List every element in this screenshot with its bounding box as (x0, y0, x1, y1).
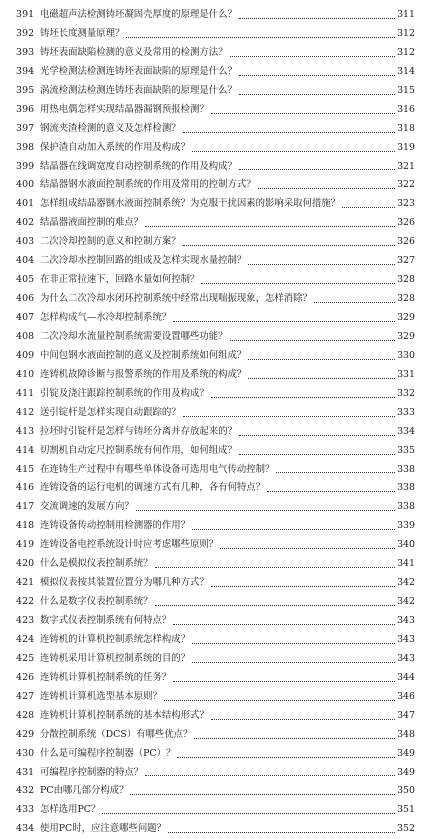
toc-entry-page-number: 350 (397, 785, 415, 797)
toc-entry-page-number: 333 (397, 406, 415, 418)
toc-entry-number: 411 (16, 387, 35, 399)
toc-entry-title: 连铸机采用计算机控制系统的目的？ (40, 652, 191, 664)
toc-entry-title: 分散控制系统（DCS）有哪些优点？ (40, 728, 193, 740)
toc-dot-leader (239, 94, 395, 95)
toc-entry-page-number: 340 (397, 539, 415, 551)
toc-entry-number: 420 (16, 558, 35, 570)
toc-entry-title: 中间包钢水液面控制的意义及控制系统如何组成？ (40, 349, 247, 361)
toc-entry-page-number: 314 (397, 65, 415, 77)
toc-entry[interactable] (16, 176, 415, 195)
toc-entry-page-number: 338 (397, 463, 415, 475)
toc-entry-title: 结晶器钢水液面控制系统的作用及常用的控制方式？ (40, 179, 256, 191)
toc-entry-number: 432 (16, 785, 35, 797)
toc-dot-leader (267, 491, 395, 492)
toc-entry-page-number: 326 (397, 236, 415, 248)
toc-dot-leader (239, 454, 395, 455)
toc-dot-leader (314, 302, 395, 303)
toc-entry-title: 使用PC时，应注意哪些问题？ (40, 823, 166, 835)
toc-entry[interactable] (16, 764, 415, 783)
toc-dot-leader (248, 359, 395, 360)
toc-entry-title: 铸坯表面缺陷检测的意义及常用的检测方法？ (40, 46, 228, 58)
toc-entry[interactable] (16, 25, 415, 44)
toc-entry-page-number: 346 (397, 690, 415, 702)
toc-entry-title: 电磁超声法检测铸坯凝固壳厚度的原理是什么？ (40, 9, 237, 20)
toc-entry-number: 401 (16, 198, 35, 210)
toc-entry-page-number: 349 (397, 747, 415, 759)
toc-dot-leader (155, 567, 395, 568)
toc-dot-leader (211, 586, 395, 587)
toc-entry[interactable] (16, 650, 415, 669)
toc-entry[interactable] (16, 688, 415, 707)
toc-entry-number: 413 (16, 425, 35, 437)
toc-entry-number: 425 (16, 652, 35, 664)
toc-entry-number: 428 (16, 709, 35, 721)
toc-entry-title: 连铸机计算机控制系统的任务？ (40, 671, 172, 683)
toc-entry[interactable] (16, 271, 415, 290)
toc-entry-number: 417 (16, 501, 35, 513)
toc-entry-page-number: 322 (397, 179, 415, 191)
toc-entry-number: 391 (16, 9, 35, 20)
toc-entry-page-number: 312 (397, 46, 415, 58)
toc-entry[interactable] (16, 101, 415, 120)
toc-entry-title: 保护渣自动加入系统的作用及构成？ (40, 141, 191, 153)
toc-entry-title: 连铸设备电控系统设计时应考虑哪些原则？ (40, 539, 219, 551)
toc-entry-number: 399 (16, 160, 35, 172)
toc-entry-number: 418 (16, 520, 35, 532)
toc-entry-page-number: 329 (397, 330, 415, 342)
toc-entry-page-number: 323 (397, 198, 415, 210)
toc-entry[interactable] (16, 517, 415, 536)
toc-entry-number: 433 (16, 804, 35, 816)
toc-entry-title: 在非正常拉速下，回路水量如何控制？ (40, 274, 200, 286)
toc-entry-title: 怎样构成气—水冷却控制系统？ (40, 312, 172, 323)
toc-entry-title: 送引锭杆是怎样实现自动跟踪的？ (40, 406, 181, 418)
toc-entry-page-number: 342 (397, 596, 415, 608)
toc-entry-page-number: 343 (397, 652, 415, 664)
toc-entry-page-number: 343 (397, 615, 415, 626)
toc-dot-leader (211, 719, 395, 720)
toc-entry-number: 406 (16, 293, 35, 305)
toc-entry-page-number: 332 (397, 387, 415, 399)
toc-dot-leader (126, 37, 395, 38)
toc-dot-leader (168, 832, 395, 833)
toc-entry-number: 427 (16, 690, 35, 702)
toc-entry[interactable] (16, 63, 415, 82)
toc-entry-title: 结晶器液面控制的难点？ (40, 217, 144, 229)
toc-entry[interactable] (16, 669, 415, 688)
toc-entry-page-number: 344 (397, 671, 415, 683)
toc-entry-page-number: 351 (397, 804, 415, 816)
toc-dot-leader (211, 397, 395, 398)
toc-entry-number: 423 (16, 615, 35, 626)
toc-entry-number: 398 (16, 141, 35, 153)
toc-entry-title: 铸坯长度测量原理？ (40, 27, 125, 39)
toc-entry[interactable] (16, 745, 415, 764)
toc-entry[interactable] (16, 385, 415, 404)
toc-entry-page-number: 342 (397, 577, 415, 589)
toc-entry-page-number: 329 (397, 312, 415, 323)
toc-dot-leader (211, 113, 395, 114)
toc-entry-number: 393 (16, 46, 35, 58)
toc-entry[interactable] (16, 593, 415, 612)
toc-entry-number: 407 (16, 312, 35, 323)
toc-dot-leader (220, 548, 395, 549)
toc-entry-title: 连铸设备的运行电机的调速方式有几种，各有何特点？ (40, 482, 266, 494)
toc-dot-leader (258, 188, 395, 189)
toc-entry[interactable] (16, 366, 415, 385)
toc-entry-title: 连铸机故障诊断与报警系统的作用及系统的构成？ (40, 368, 247, 380)
toc-entry[interactable] (16, 82, 415, 101)
toc-dot-leader (130, 794, 395, 795)
toc-entry[interactable] (16, 536, 415, 555)
toc-entry[interactable] (16, 820, 415, 839)
toc-entry[interactable] (16, 120, 415, 139)
toc-entry-page-number: 348 (397, 728, 415, 740)
toc-entry-number: 419 (16, 539, 35, 551)
toc-entry[interactable] (16, 726, 415, 745)
toc-entry-page-number: 326 (397, 217, 415, 229)
toc-entry-number: 396 (16, 103, 35, 115)
toc-entry-page-number: 334 (397, 425, 415, 437)
toc-dot-leader (230, 340, 395, 341)
toc-dot-leader (239, 75, 395, 76)
toc-entry-page-number: 349 (397, 766, 415, 778)
toc-entry[interactable] (16, 404, 415, 423)
toc-entry-number: 434 (16, 823, 35, 835)
toc-dot-leader (173, 624, 395, 625)
toc-entry-page-number: 312 (397, 27, 415, 39)
toc-dot-leader (239, 435, 395, 436)
toc-entry-title: PC由哪几部分构成？ (40, 785, 129, 797)
toc-entry-number: 421 (16, 577, 35, 589)
toc-entry-number: 402 (16, 217, 35, 229)
toc-dot-leader (145, 775, 395, 776)
toc-entry-number: 424 (16, 633, 35, 645)
toc-entry-number: 400 (16, 179, 35, 191)
toc-dot-leader (177, 757, 395, 758)
toc-entry-number: 414 (16, 444, 35, 456)
toc-entry-page-number: 341 (397, 558, 415, 570)
toc-entry-page-number: 327 (397, 255, 415, 267)
toc-entry-page-number: 328 (397, 274, 415, 286)
toc-dot-leader (239, 18, 395, 19)
toc-entry-number: 430 (16, 747, 35, 759)
toc-entry-title: 模拟仪表按其装置位置分为哪几种方式？ (40, 577, 209, 589)
toc-entry-title: 结晶器在线调宽度自动控制系统的作用及构成？ (40, 160, 237, 172)
toc-entry-title: 二次冷却水流量控制系统需要设置哪些功能？ (40, 330, 228, 342)
toc-entry[interactable] (16, 233, 415, 252)
toc-entry-page-number: 328 (397, 293, 415, 305)
toc-entry[interactable] (16, 158, 415, 177)
toc-entry[interactable] (16, 328, 415, 347)
toc-dot-leader (192, 529, 395, 530)
toc-entry[interactable] (16, 612, 415, 631)
toc-dot-leader (183, 245, 395, 246)
toc-entry[interactable] (16, 707, 415, 726)
toc-dot-leader (230, 56, 395, 57)
toc-entry-page-number: 347 (397, 709, 415, 721)
toc-entry-title: 什么是可编程序控制器（PC）？ (40, 747, 176, 759)
toc-entry-number: 394 (16, 65, 35, 77)
toc-entry-page-number: 343 (397, 633, 415, 645)
toc-entry[interactable] (16, 347, 415, 366)
toc-entry-title: 为什么二次冷却水闭环控制系统中经常出现喘振现象，怎样消除？ (40, 293, 312, 305)
toc-entry-title: 什么是数字仪表控制系统？ (40, 596, 153, 608)
toc-entry-number: 395 (16, 84, 35, 96)
toc-entry-number: 403 (16, 236, 35, 248)
toc-dot-leader (192, 643, 395, 644)
toc-entry[interactable] (16, 574, 415, 593)
toc-dot-leader (173, 681, 395, 682)
toc-entry-number: 429 (16, 728, 35, 740)
toc-entry-title: 二次冷却水控制回路的组成及怎样实现水量控制？ (40, 255, 247, 267)
toc-entry-number: 412 (16, 406, 35, 418)
toc-entry-number: 415 (16, 463, 35, 475)
toc-entry-number: 409 (16, 349, 35, 361)
toc-entry[interactable] (16, 309, 415, 328)
toc-dot-leader (164, 700, 395, 701)
toc-entry-title: 用热电偶怎样实现结晶器漏钢预报检测？ (40, 103, 209, 115)
toc-entry-number: 392 (16, 27, 35, 39)
toc-dot-leader (183, 132, 395, 133)
toc-entry[interactable] (16, 631, 415, 650)
toc-entry-number: 408 (16, 330, 35, 342)
toc-entry-page-number: 318 (397, 122, 415, 134)
toc-entry[interactable] (16, 498, 415, 517)
toc-dot-leader (155, 605, 395, 606)
toc-entry-title: 什么是模拟仪表控制系统？ (40, 558, 153, 570)
toc-entry-page-number: 321 (397, 160, 415, 172)
toc-entry[interactable] (16, 423, 415, 442)
toc-entry-title: 连铸设备传动控制用检测器的作用？ (40, 520, 191, 532)
toc-entry-title: 引锭及浇注跟踪控制系统的作用及构成？ (40, 387, 209, 399)
toc-entry-number: 422 (16, 596, 35, 608)
toc-entry-number: 416 (16, 482, 35, 494)
toc-entry-page-number: 316 (397, 103, 415, 115)
toc-entry-title: 连铸机的计算机控制系统怎样构成？ (40, 633, 191, 645)
toc-entry-title: 交流调速的发展方向？ (40, 501, 134, 513)
toc-entry[interactable] (16, 44, 415, 63)
toc-entry-title: 在连铸生产过程中有哪些单体设备可选用电气传动控制？ (40, 463, 275, 475)
toc-entry-page-number: 319 (397, 141, 415, 153)
toc-dot-leader (145, 226, 395, 227)
toc-entry[interactable] (16, 252, 415, 271)
toc-entry[interactable] (16, 801, 415, 820)
toc-entry[interactable] (16, 555, 415, 574)
toc-entry-title: 涡流检测法检测连铸坯表面缺陷的原理是什么？ (40, 84, 237, 96)
toc-entry-title: 可编程序控制器的特点？ (40, 766, 144, 778)
toc-entry-title: 二次冷却控制的意义和控制方案？ (40, 236, 181, 248)
toc-entry[interactable] (16, 290, 415, 309)
toc-dot-leader (192, 662, 395, 663)
toc-dot-leader (248, 264, 395, 265)
toc-entry[interactable] (16, 195, 415, 214)
toc-entry-number: 426 (16, 671, 35, 683)
toc-dot-leader (136, 510, 395, 511)
toc-dot-leader (194, 738, 395, 739)
toc-entry[interactable] (16, 479, 415, 498)
toc-dot-leader (173, 321, 395, 322)
toc-dot-leader (248, 378, 395, 379)
toc-dot-leader (201, 283, 395, 284)
toc-entry[interactable] (16, 442, 415, 461)
toc-entry-page-number: 339 (397, 520, 415, 532)
toc-entry-title: 怎样选用PC？ (40, 804, 101, 816)
toc-entry[interactable] (16, 461, 415, 480)
toc-entry-page-number: 311 (397, 9, 415, 20)
toc-entry-title: 切割机自动定尺控制系统有何作用，如何组成？ (40, 444, 237, 456)
toc-entry-page-number: 352 (397, 823, 415, 835)
toc-entry-page-number: 330 (397, 349, 415, 361)
toc-entry-title: 光学检测法检测连铸坯表面缺陷的原理是什么？ (40, 65, 237, 77)
toc-entry-number: 397 (16, 122, 35, 134)
toc-dot-leader (342, 207, 395, 208)
toc-entry-title: 钢流夹渣检测的意义及怎样检测？ (40, 122, 181, 134)
toc-entry-title: 拉坯时引锭杆是怎样与铸坯分离并存放起来的？ (40, 425, 237, 437)
toc-dot-leader (183, 416, 395, 417)
toc-entry-title: 连铸机计算机选型基本原则？ (40, 690, 162, 702)
toc-entry[interactable] (16, 139, 415, 158)
toc-entry-number: 404 (16, 255, 35, 267)
toc-dot-leader (102, 813, 395, 814)
toc-entry-page-number: 335 (397, 444, 415, 456)
toc-entry-title: 怎样组成结晶器钢水液面控制系统？为克服干扰因素的影响采取何措施？ (40, 198, 341, 210)
toc-entry-number: 410 (16, 368, 35, 380)
toc-entry-title: 连铸机计算机控制系统的基本结构形式？ (40, 709, 209, 721)
toc-entry-number: 431 (16, 766, 35, 778)
toc-entry-title: 数字式仪表控制系统有何特点？ (40, 615, 172, 626)
toc-entry[interactable] (16, 782, 415, 801)
toc-dot-leader (239, 169, 395, 170)
toc-dot-leader (276, 472, 395, 473)
toc-entry-page-number: 338 (397, 482, 415, 494)
toc-entry-number: 405 (16, 274, 35, 286)
toc-entry-page-number: 331 (397, 368, 415, 380)
toc-list (16, 6, 415, 839)
toc-dot-leader (192, 151, 395, 152)
toc-entry[interactable] (16, 6, 415, 25)
toc-entry[interactable] (16, 214, 415, 233)
toc-entry-page-number: 315 (397, 84, 415, 96)
toc-entry-page-number: 338 (397, 501, 415, 513)
